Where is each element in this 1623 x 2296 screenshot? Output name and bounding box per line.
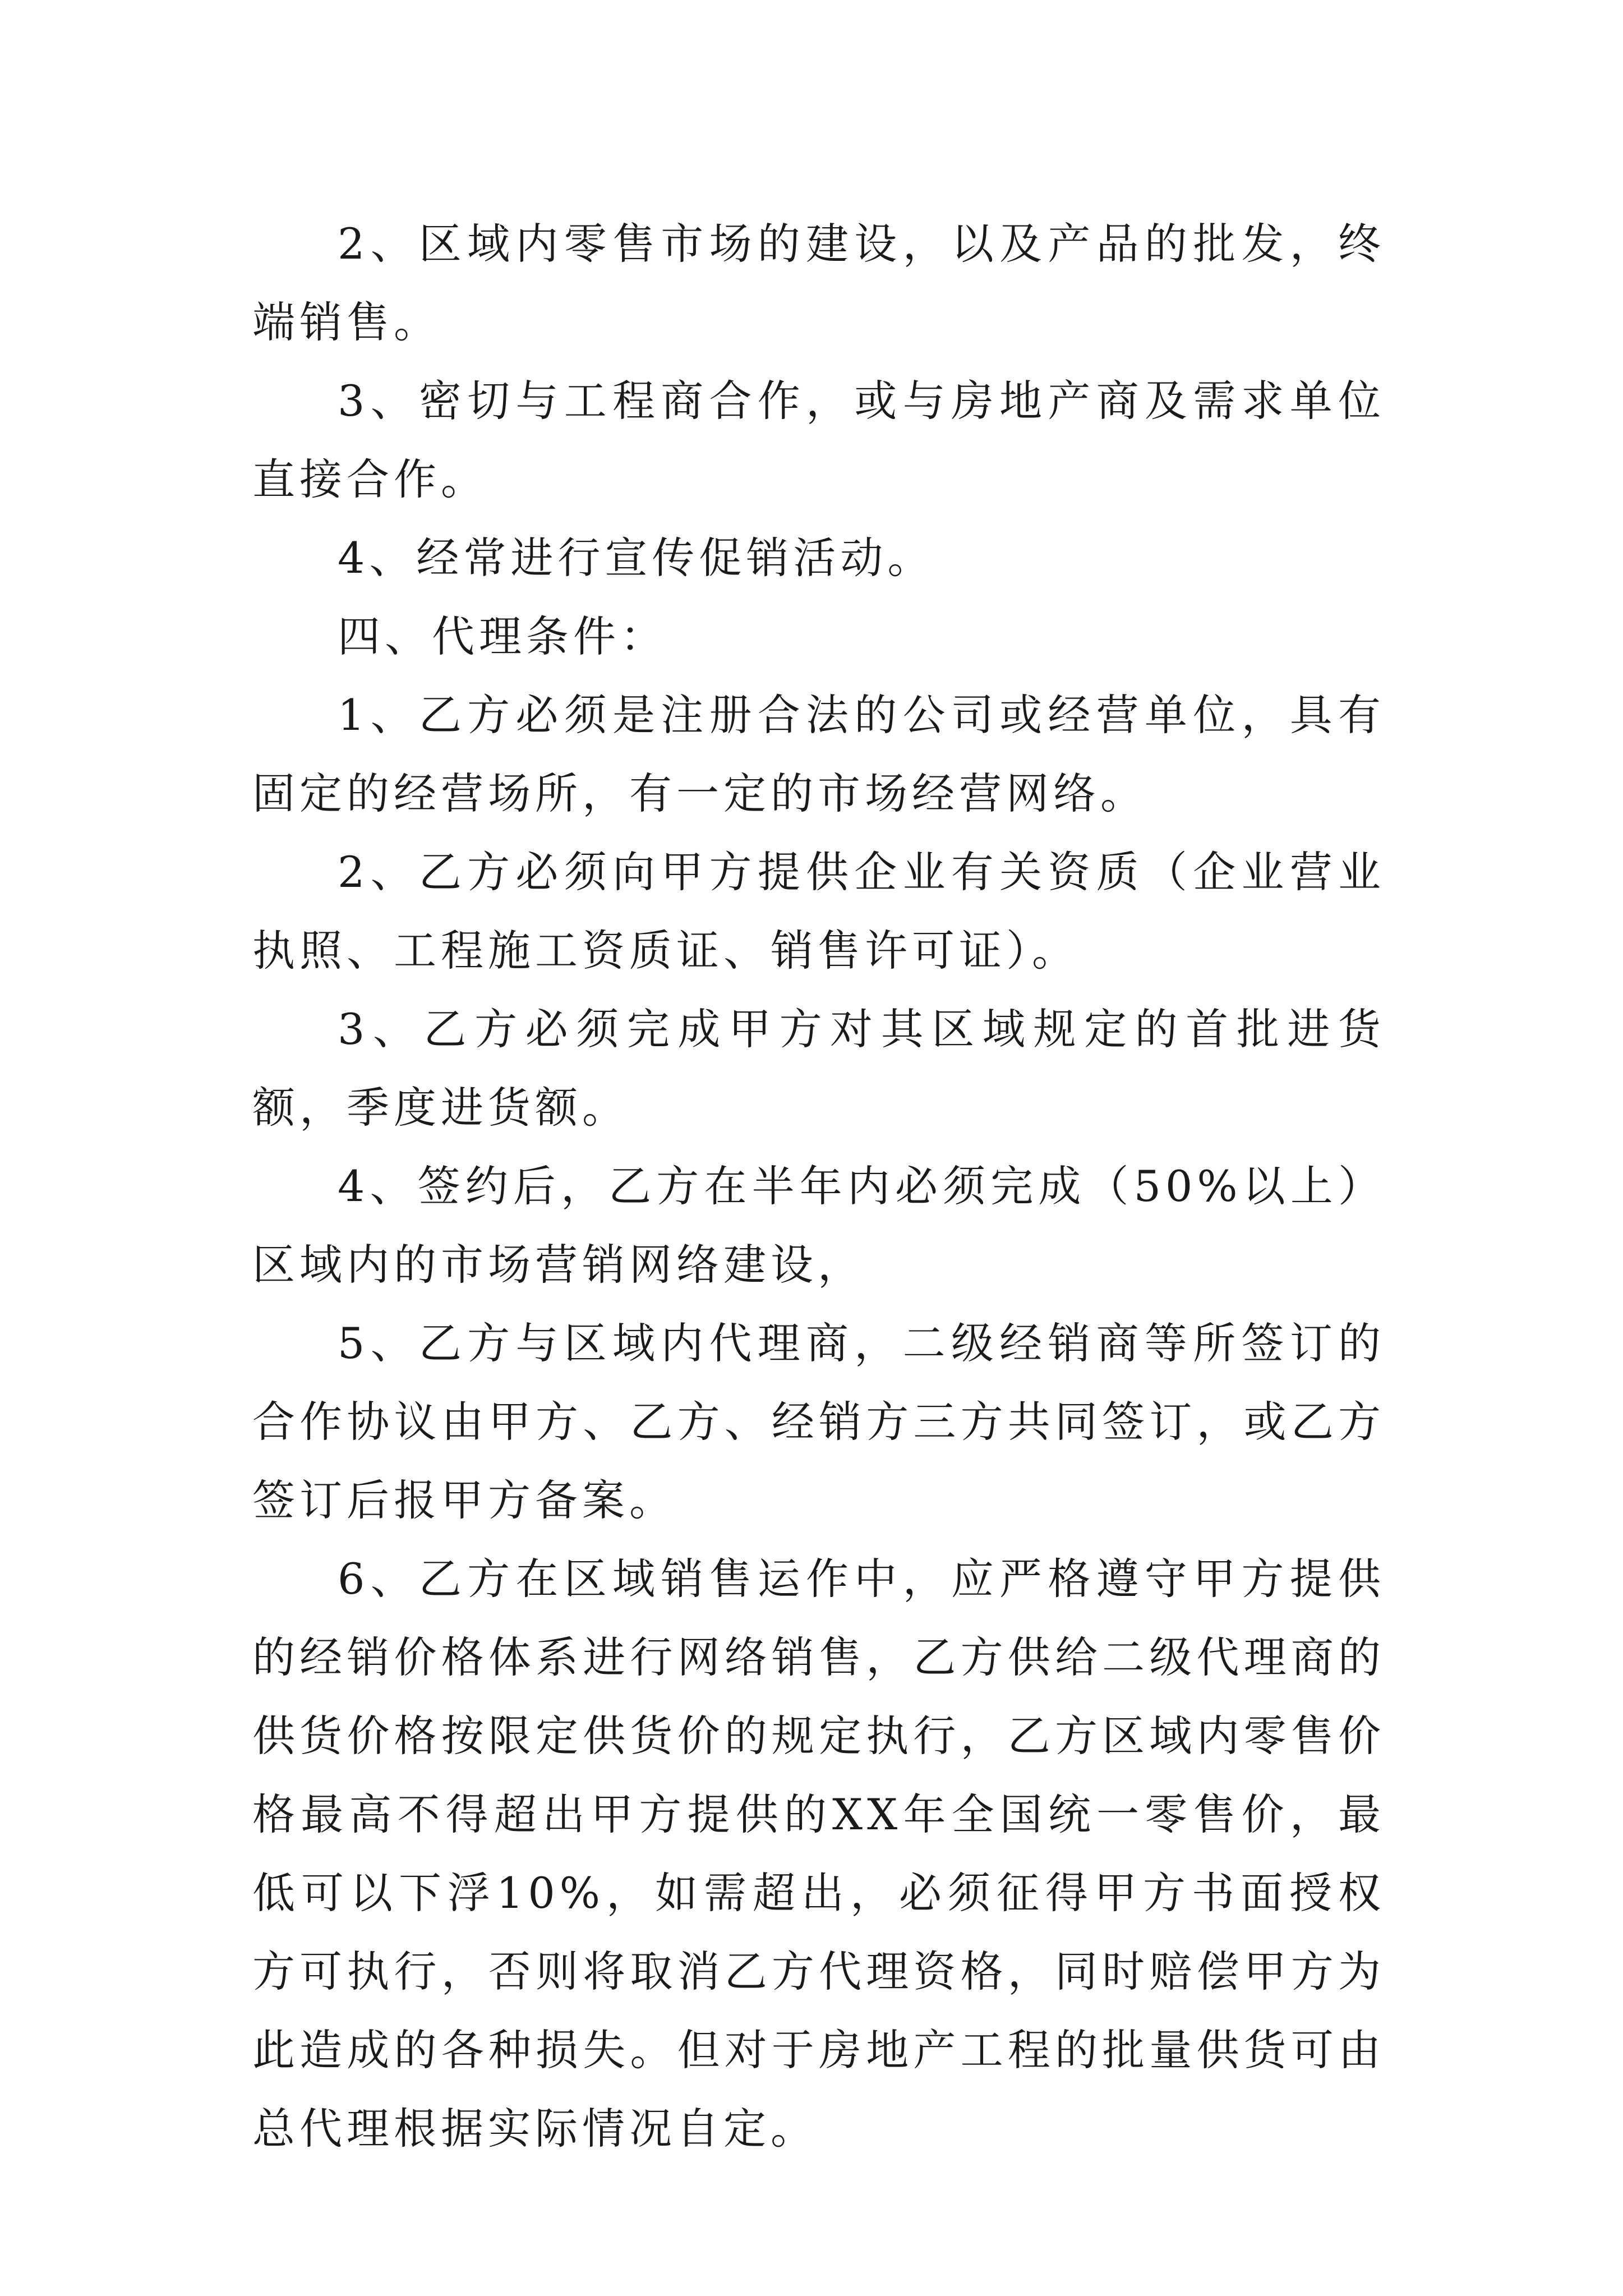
paragraph-engineering-cooperation: 3、密切与工程商合作，或与房地产商及需求单位直接合作。 — [252, 376, 1385, 504]
paragraph-promotion: 4、经常进行宣传促销活动。 — [338, 533, 935, 583]
document-body — [252, 205, 1385, 2168]
paragraph-condition-4: 4、签约后，乙方在半年内必须完成（50%以上）区域内的市场营销网络建设， — [252, 1161, 1385, 1290]
paragraph-retail-market: 2、区域内零售市场的建设，以及产品的批发，终端销售。 — [252, 219, 1385, 347]
paragraph-condition-5: 5、乙方与区域内代理商，二级经销商等所签订的合作协议由甲方、乙方、经销方三方共同签订，或乙方签订后报甲方备案。 — [252, 1318, 1385, 1525]
section-heading-agency-conditions: 四、代理条件： — [338, 611, 667, 661]
paragraph-condition-3: 3、乙方必须完成甲方对其区域规定的首批进货额，季度进货额。 — [252, 1004, 1385, 1133]
paragraph-condition-1: 1、乙方必须是注册合法的公司或经营单位，具有固定的经营场所，有一定的市场经营网络。 — [252, 690, 1385, 818]
paragraph-condition-6: 6、乙方在区域销售运作中，应严格遵守甲方提供的经销价格体系进行网络销售，乙方供给二级代理商的供货价格按限定供货价的规定执行，乙方区域内零售价格最高不得超出甲方提供的XX年全国统一零售价，最低可以下浮10%，如需超出，必须征得甲方书面授权方可执行，否则将取消乙方代理资格，同时赔偿甲方为此造成的各种损失。但对于房地产工程的批量供货可由总代理根据实际情况自定。 — [252, 1554, 1385, 2154]
paragraph-condition-2: 2、乙方必须向甲方提供企业有关资质（企业营业执照、工程施工资质证、销售许可证）。 — [252, 847, 1385, 976]
